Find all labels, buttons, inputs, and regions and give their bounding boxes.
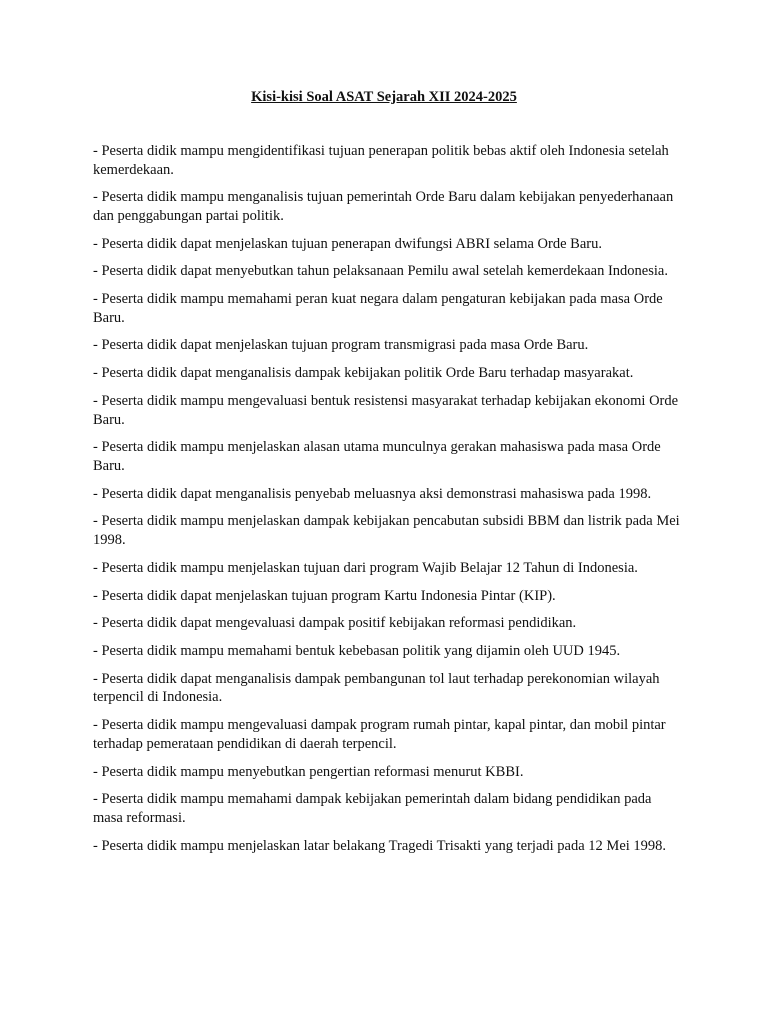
criteria-item: - Peserta didik mampu memahami dampak kebijakan pemerintah dalam bidang pendidikan pada masa reformasi.: [93, 791, 652, 826]
criteria-list: [93, 142, 681, 864]
criteria-item: - Peserta didik mampu menjelaskan alasan utama munculnya gerakan mahasiswa pada masa Orde Baru.: [93, 439, 661, 474]
criteria-item: - Peserta didik mampu menjelaskan tujuan dari program Wajib Belajar 12 Tahun di Indonesia.: [93, 559, 638, 576]
criteria-item: - Peserta didik mampu menyebutkan pengertian reformasi menurut KBBI.: [93, 763, 524, 780]
criteria-item: - Peserta didik mampu menjelaskan dampak kebijakan pencabutan subsidi BBM dan listrik pada Mei 1998.: [93, 513, 680, 548]
criteria-item: - Peserta didik dapat menganalisis dampak pembangunan tol laut terhadap perekonomian wilayah terpencil di Indonesia.: [93, 670, 660, 706]
criteria-item: - Peserta didik dapat menjelaskan tujuan program Kartu Indonesia Pintar (KIP).: [93, 587, 556, 604]
criteria-item: - Peserta didik mampu memahami bentuk kebebasan politik yang dijamin oleh UUD 1945.: [93, 643, 621, 660]
criteria-item: - Peserta didik dapat menjelaskan tujuan program transmigrasi pada masa Orde Baru.: [93, 337, 589, 354]
page-title: Kisi-kisi Soal ASAT Sejarah XII 2024-2025: [251, 89, 517, 105]
criteria-item: - Peserta didik mampu mengidentifikasi tujuan penerapan politik bebas aktif oleh Indonesia setelah kemerdekaan.: [93, 143, 669, 178]
criteria-item: - Peserta didik mampu mengevaluasi dampak program rumah pintar, kapal pintar, dan mobil pintar terhadap pemerataan pendidikan di daerah terpencil.: [93, 717, 666, 752]
criteria-item: - Peserta didik mampu mengevaluasi bentuk resistensi masyarakat terhadap kebijakan ekonomi Orde Baru.: [93, 393, 679, 428]
criteria-item: - Peserta didik mampu menganalisis tujuan pemerintah Orde Baru dalam kebijakan penyederhanaan dan penggabungan partai politik.: [93, 189, 674, 224]
criteria-item: - Peserta didik mampu memahami peran kuat negara dalam pengaturan kebijakan pada masa Orde Baru.: [93, 291, 663, 326]
criteria-item: - Peserta didik mampu menjelaskan latar belakang Tragedi Trisakti yang terjadi pada 12 Mei 1998.: [93, 837, 667, 854]
criteria-item: - Peserta didik dapat menjelaskan tujuan penerapan dwifungsi ABRI selama Orde Baru.: [93, 235, 602, 252]
criteria-item: - Peserta didik dapat menganalisis dampak kebijakan politik Orde Baru terhadap masyarakat.: [93, 365, 634, 382]
criteria-item: - Peserta didik dapat menyebutkan tahun pelaksanaan Pemilu awal setelah kemerdekaan Indonesia.: [93, 263, 668, 280]
criteria-item: - Peserta didik dapat menganalisis penyebab meluasnya aksi demonstrasi mahasiswa pada 1998.: [93, 485, 652, 502]
criteria-item: - Peserta didik dapat mengevaluasi dampak positif kebijakan reformasi pendidikan.: [93, 615, 577, 632]
